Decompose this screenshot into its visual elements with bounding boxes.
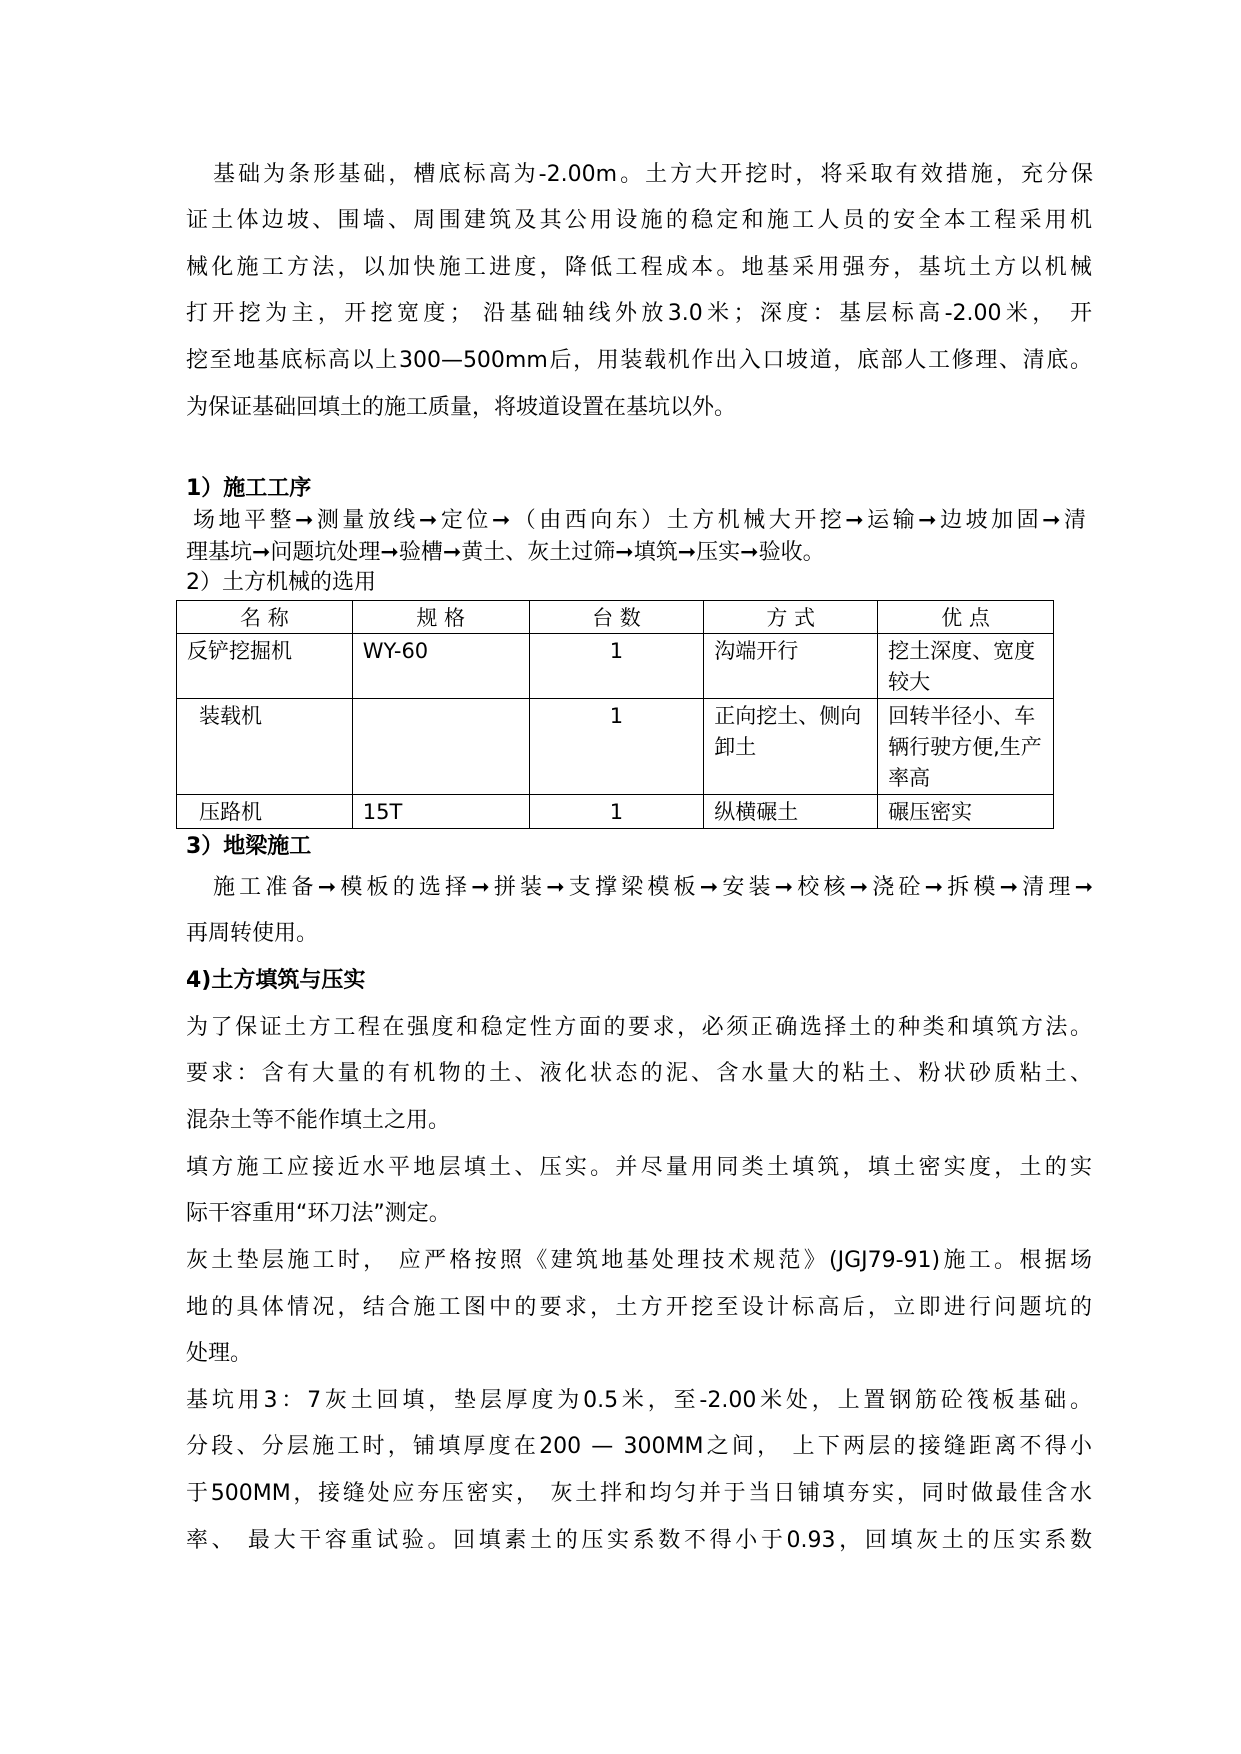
intro-line-6: 为保证基础回填土的施工质量，将坡道设置在基坑以外。 (186, 395, 737, 420)
machine-table (176, 600, 1054, 829)
section4-line-8: 处理。 (186, 1341, 253, 1366)
section1-line-1: 场地平整➞测量放线➞定位➞（由西向东）土方机械大开挖➞运输➞边坡加固➞清 (193, 508, 1086, 533)
cell-spec (352, 699, 529, 795)
intro-line-1: 基础为条形基础，槽底标高为-2.00m。土方大开挖时，将采取有效措施，充分保 (213, 162, 1093, 187)
cell-name: 反铲挖掘机 (177, 634, 353, 699)
section4-line-3: 混杂土等不能作填土之用。 (186, 1108, 451, 1133)
section4-line-9: 基坑用3：7灰土回填，垫层厚度为0.5米，至-2.00米处，上置钢筋砼筏板基础。 (186, 1388, 1092, 1413)
header-spec: 规 格 (352, 601, 529, 634)
cell-name: 装载机 (177, 699, 353, 795)
intro-line-3: 械化施工方法，以加快施工进度，降低工程成本。地基采用强夯，基坑土方以机械 (186, 255, 1092, 280)
table-row (177, 634, 1054, 699)
cell-method: 正向挖土、侧向卸土 (704, 699, 878, 795)
intro-line-4: 打开挖为主，开挖宽度； 沿基础轴线外放3.0米；深度：基层标高-2.00米， 开 (186, 301, 1092, 326)
section4-heading: 4)土方填筑与压实 (186, 968, 366, 993)
section2-heading: 2）土方机械的选用 (186, 570, 376, 595)
header-count: 台 数 (529, 601, 704, 634)
header-name: 名 称 (177, 601, 353, 634)
cell-count: 1 (529, 634, 704, 699)
header-advantage: 优 点 (878, 601, 1054, 634)
section3-heading: 3）地梁施工 (186, 834, 312, 859)
section4-line-1: 为了保证土方工程在强度和稳定性方面的要求，必须正确选择土的种类和填筑方法。 (186, 1015, 1092, 1040)
header-method: 方 式 (704, 601, 878, 634)
section3-line-2: 再周转使用。 (186, 921, 319, 946)
cell-count: 1 (529, 699, 704, 795)
cell-spec: WY-60 (352, 634, 529, 699)
table-row (177, 699, 1054, 795)
cell-advantage: 回转半径小、车辆行驶方便,生产率高 (878, 699, 1054, 795)
section4-line-2: 要求：含有大量的有机物的土、液化状态的泥、含水量大的粘土、粉状砂质粘土、 (186, 1061, 1092, 1086)
table-header-row (177, 601, 1054, 634)
section4-line-6: 灰土垫层施工时， 应严格按照《建筑地基处理技术规范》(JGJ79-91)施工。根据场 (186, 1248, 1092, 1273)
table-row (177, 795, 1054, 829)
cell-advantage: 碾压密实 (878, 795, 1054, 829)
intro-line-5: 挖至地基底标高以上300—500mm后，用装载机作出入口坡道，底部人工修理、清底。 (186, 348, 1092, 373)
section4-line-12: 率、 最大干容重试验。回填素土的压实系数不得小于0.93，回填灰土的压实系数 (186, 1528, 1092, 1553)
section1-heading: 1）施工工序 (186, 476, 312, 501)
section4-line-11: 于500MM，接缝处应夯压密实， 灰土拌和均匀并于当日铺填夯实，同时做最佳含水 (186, 1481, 1092, 1506)
cell-method: 沟端开行 (704, 634, 878, 699)
section1-line-2: 理基坑➞问题坑处理➞验槽➞黄土、灰土过筛➞填筑➞压实➞验收。 (186, 540, 825, 565)
intro-line-2: 证土体边坡、围墙、周围建筑及其公用设施的稳定和施工人员的安全本工程采用机 (186, 208, 1092, 233)
cell-count: 1 (529, 795, 704, 829)
section4-line-5: 际干容重用“环刀法”测定。 (186, 1201, 451, 1226)
cell-method: 纵横碾土 (704, 795, 878, 829)
section4-line-7: 地的具体情况，结合施工图中的要求，土方开挖至设计标高后，立即进行问题坑的 (186, 1295, 1092, 1320)
cell-advantage: 挖土深度、宽度较大 (878, 634, 1054, 699)
cell-spec: 15T (352, 795, 529, 829)
section4-line-4: 填方施工应接近水平地层填土、压实。并尽量用同类土填筑，填土密实度，土的实 (186, 1155, 1092, 1180)
cell-name: 压路机 (177, 795, 353, 829)
section4-line-10: 分段、分层施工时，铺填厚度在200 — 300MM之间， 上下两层的接缝距离不得小 (186, 1434, 1092, 1459)
section3-line-1: 施工准备➞模板的选择➞拼装➞支撑梁模板➞安装➞校核➞浇砼➞拆模➞清理➞ (213, 875, 1093, 900)
